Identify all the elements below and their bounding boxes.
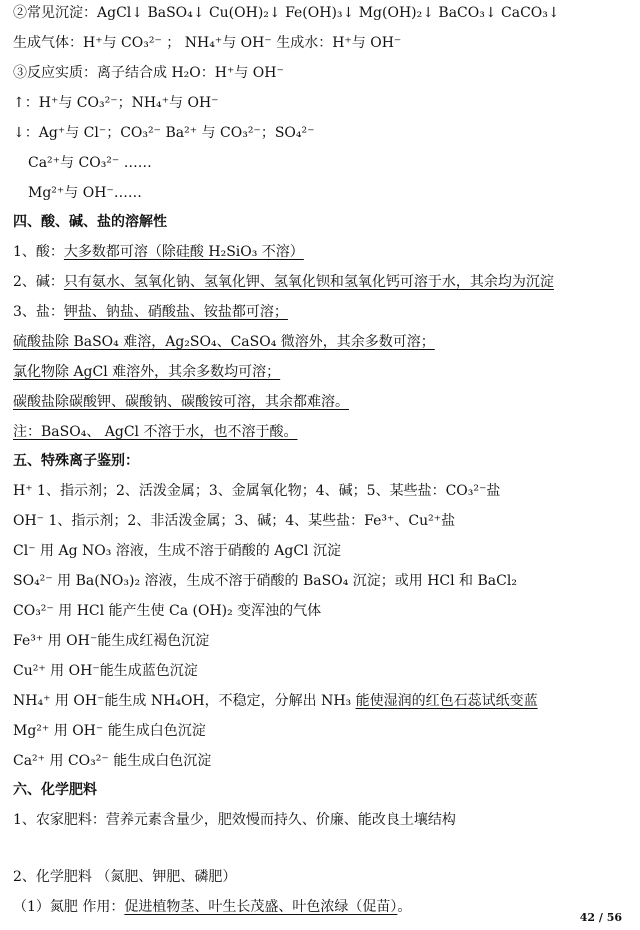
text-line: Ca²⁺与 CO₃²⁻ …… xyxy=(28,155,152,171)
page-number: 42 / 56 xyxy=(579,911,622,924)
underlined-text: 只有氨水、氢氧化钠、氢氧化钾、氢氧化钡和氢氧化钙可溶于水，其余均为沉淀 xyxy=(63,274,554,290)
text-line: Ca²⁺ 用 CO₃²⁻ 能生成白色沉淀 xyxy=(13,753,212,769)
text-line: H⁺ 1、指示剂；2、活泼金属；3、金属氧化物；4、碱；5、某些盐：CO₃²⁻盐 xyxy=(13,483,501,499)
line-prefix: （1）氮肥 作用： xyxy=(13,899,125,915)
line-prefix: 2、碱： xyxy=(13,274,64,290)
text-line: Cl⁻ 用 Ag NO₃ 溶液，生成不溶于硝酸的 AgCl 沉淀 xyxy=(13,543,341,559)
text-line: CO₃²⁻ 用 HCl 能产生使 Ca (OH)₂ 变浑浊的气体 xyxy=(13,603,322,619)
underlined-line: 硫酸盐除 BaSO₄ 难溶，Ag₂SO₄、CaSO₄ 微溶外，其余多数可溶； xyxy=(13,334,435,350)
line-suffix: 。 xyxy=(397,899,412,915)
section-heading: 五、特殊离子鉴别： xyxy=(13,453,139,469)
text-line: Mg²⁺与 OH⁻…… xyxy=(28,185,142,201)
text-line xyxy=(13,303,288,321)
text-line xyxy=(13,898,411,916)
section-heading: 四、酸、碱、盐的溶解性 xyxy=(13,214,167,230)
underlined-line: 氯化物除 AgCl 难溶外，其余多数均可溶； xyxy=(13,364,281,380)
underlined-text: 促进植物茎、叶生长茂盛、叶色浓绿（促苗） xyxy=(124,899,398,915)
text-line: 2、化学肥料 （氮肥、钾肥、磷肥） xyxy=(13,869,237,885)
text-line: SO₄²⁻ 用 Ba(NO₃)₂ 溶液，生成不溶于硝酸的 BaSO₄ 沉淀；或用 HCl 和 BaCl₂ xyxy=(13,573,517,589)
line-prefix: 3、盐： xyxy=(13,304,64,320)
text-line: Mg²⁺ 用 OH⁻ 能生成白色沉淀 xyxy=(13,723,206,739)
text-line: ↓：Ag⁺与 Cl⁻；CO₃²⁻ Ba²⁺ 与 CO₃²⁻；SO₄²⁻ xyxy=(13,125,315,141)
text-line: OH⁻ 1、指示剂；2、非活泼金属；3、碱；4、某些盐：Fe³⁺、Cu²⁺盐 xyxy=(13,513,456,529)
text-line: 生成气体：H⁺与 CO₃²⁻ ； NH₄⁺与 OH⁻ 生成水：H⁺与 OH⁻ xyxy=(13,35,402,51)
text-line: ③反应实质：离子结合成 H₂O：H⁺与 OH⁻ xyxy=(13,65,284,81)
text-line xyxy=(13,243,304,261)
text-line xyxy=(13,692,538,710)
underlined-text: 钾盐、钠盐、硝酸盐、铵盐都可溶； xyxy=(63,304,288,320)
underlined-line: 注：BaSO₄、 AgCl 不溶于水，也不溶于酸。 xyxy=(13,424,298,440)
line-prefix: 1、酸： xyxy=(13,244,64,260)
text-line: ↑：H⁺与 CO₃²⁻；NH₄⁺与 OH⁻ xyxy=(13,95,219,111)
underlined-text: 能使湿润的红色石蕊试纸变蓝 xyxy=(355,693,538,709)
section-heading: 六、化学肥料 xyxy=(13,782,97,798)
text-line: ②常见沉淀：AgCl↓ BaSO₄↓ Cu(OH)₂↓ Fe(OH)₃↓ Mg(OH)₂↓ BaCO₃↓ CaCO₃↓ xyxy=(13,5,560,21)
line-prefix: NH₄⁺ 用 OH⁻能生成 NH₄OH，不稳定，分解出 NH₃ xyxy=(13,693,356,709)
text-line xyxy=(13,273,554,291)
underlined-text: 大多数都可溶（除硅酸 H₂SiO₃ 不溶） xyxy=(63,244,304,260)
underlined-line: 碳酸盐除碳酸钾、碳酸钠、碳酸铵可溶，其余都难溶。 xyxy=(13,394,349,410)
text-line: Cu²⁺ 用 OH⁻能生成蓝色沉淀 xyxy=(13,663,198,679)
text-line: Fe³⁺ 用 OH⁻能生成红褐色沉淀 xyxy=(13,633,210,649)
text-line: 1、农家肥料：营养元素含量少，肥效慢而持久、价廉、能改良土壤结构 xyxy=(13,812,456,828)
